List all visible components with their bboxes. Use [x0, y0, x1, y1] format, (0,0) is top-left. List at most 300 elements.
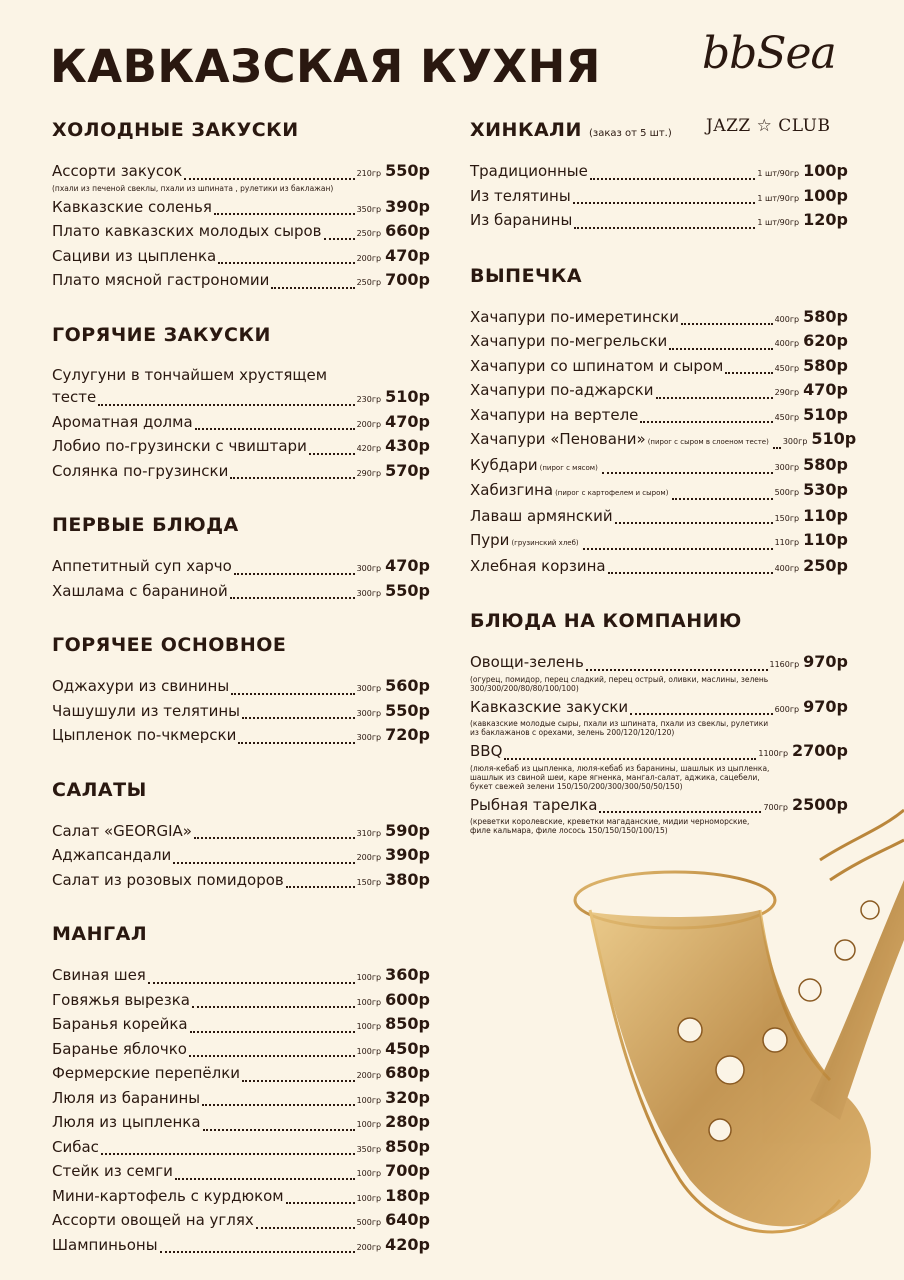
- item-weight: 250гр: [356, 278, 382, 287]
- section-title-text: БЛЮДА НА КОМПАНИЮ: [470, 610, 742, 632]
- menu-item: [52, 989, 430, 1014]
- item-name: Ассорти овощей на углях: [52, 1211, 254, 1229]
- item-row: [470, 160, 848, 185]
- item-row: [470, 185, 848, 210]
- menu-item: [470, 379, 848, 404]
- item-name: Салат из розовых помидоров: [52, 870, 284, 889]
- item-weight: 290гр: [356, 468, 382, 478]
- item-name: Чашушули из телятины: [52, 701, 240, 720]
- section-title-text: САЛАТЫ: [52, 778, 147, 801]
- item-price: 100р: [803, 185, 848, 205]
- item-price: 2500р: [792, 794, 848, 814]
- item-row: [52, 555, 430, 580]
- item-row: [52, 245, 430, 270]
- item-name: Плато мясной гастрономии: [52, 271, 270, 289]
- section-title: [52, 776, 430, 804]
- item-weight: 300гр: [774, 462, 800, 472]
- item-price: 470р: [803, 380, 848, 399]
- item-name: Кавказские закуски: [470, 697, 629, 716]
- item-weight: 150гр: [774, 513, 800, 523]
- dot-leader: [190, 1031, 355, 1033]
- item-name: Хлебная корзина: [470, 556, 606, 575]
- dot-leader: [286, 1202, 355, 1204]
- item-description: (креветки королевские, креветки магаданские, мидии черноморские, филе кальмара, филе лосось 150/150/150/100/15): [470, 817, 750, 835]
- logo-script: bbSea: [702, 28, 836, 79]
- item-name: Ассорти закусок: [52, 162, 183, 180]
- item-weight: 350гр: [356, 1144, 382, 1154]
- item-name: Лобио по-грузински с чвиштари: [52, 437, 307, 455]
- menu-item: [470, 209, 848, 234]
- dot-leader: [602, 472, 773, 474]
- menu-item: [52, 1209, 430, 1234]
- dot-leader: [256, 1227, 355, 1229]
- item-name: Стейк из семги: [52, 1162, 173, 1180]
- dot-leader: [192, 1006, 355, 1008]
- item-row: [52, 1185, 430, 1210]
- item-price: 250р: [803, 555, 848, 575]
- item-weight: 100гр: [356, 1095, 382, 1105]
- menu-item: [470, 555, 848, 580]
- item-row: [470, 330, 848, 355]
- dot-leader: [681, 323, 773, 325]
- item-name: Хабизгина: [470, 481, 554, 499]
- item-name: Рыбная тарелка: [470, 795, 598, 814]
- item-row: [52, 435, 430, 460]
- menu-section: [52, 321, 430, 485]
- item-name: Цыпленок по-чкмерски: [52, 726, 237, 744]
- dot-leader: [202, 1104, 354, 1106]
- menu-item: [52, 700, 430, 725]
- item-weight: 1 шт/90гр: [757, 169, 800, 178]
- menu-section: [52, 920, 430, 1258]
- item-weight: 300гр: [356, 588, 382, 598]
- dot-leader: [630, 713, 772, 715]
- menu-items: [52, 820, 430, 894]
- item-name: Баранье яблочко: [52, 1039, 187, 1058]
- item-weight: 300гр: [356, 708, 382, 718]
- item-row: [52, 1234, 430, 1259]
- dot-leader: [184, 178, 354, 180]
- menu-item: [52, 964, 430, 989]
- item-weight: 100гр: [356, 1169, 382, 1178]
- menu-item: [52, 460, 430, 485]
- item-price: 510р: [385, 387, 430, 406]
- item-weight: 350гр: [356, 204, 382, 214]
- dot-leader: [203, 1129, 355, 1131]
- item-name: Хачапури на вертеле: [470, 405, 639, 424]
- menu-item: [470, 529, 848, 555]
- item-price: 470р: [385, 245, 430, 265]
- dot-leader: [309, 453, 355, 455]
- item-row: [470, 651, 848, 676]
- menu-item: [470, 160, 848, 185]
- item-row: [470, 379, 848, 404]
- menu-item: [52, 1136, 430, 1161]
- item-row: [470, 555, 848, 580]
- menu-item: [52, 1160, 430, 1185]
- item-weight: 450гр: [774, 363, 800, 373]
- item-row: [52, 1209, 430, 1234]
- item-row: [52, 820, 430, 845]
- item-price: 430р: [385, 436, 430, 455]
- item-price: 510р: [803, 404, 848, 424]
- dot-leader: [242, 717, 355, 719]
- item-price: 530р: [803, 480, 848, 499]
- item-row: [52, 1087, 430, 1112]
- item-weight: 700гр: [763, 802, 789, 812]
- item-row: [52, 269, 430, 294]
- menu-item: [470, 185, 848, 210]
- menu-item: [470, 651, 848, 693]
- item-price: 580р: [803, 306, 848, 326]
- item-weight: 500гр: [774, 488, 800, 497]
- dot-leader: [286, 886, 355, 888]
- item-weight: 110гр: [774, 538, 800, 547]
- item-name: Овощи-зелень: [470, 653, 584, 671]
- menu-section: [470, 262, 857, 580]
- item-price: 850р: [385, 1014, 430, 1033]
- item-row: [52, 1038, 430, 1063]
- menu-item: [52, 435, 430, 460]
- item-name: Плато кавказских молодых сыров: [52, 222, 322, 240]
- item-row: [52, 1013, 430, 1038]
- menu-item: [470, 454, 848, 480]
- item-row: [52, 196, 430, 221]
- item-row: [52, 386, 430, 411]
- menu-item: [52, 1111, 430, 1136]
- menu-item: [52, 555, 430, 580]
- item-weight: 300гр: [356, 684, 382, 693]
- item-row: [52, 724, 430, 749]
- dot-leader: [773, 447, 781, 449]
- item-weight: 300гр: [356, 564, 382, 573]
- item-weight: 420гр: [356, 444, 382, 453]
- menu-section: [52, 116, 430, 294]
- dot-leader: [230, 597, 355, 599]
- item-row: [52, 160, 430, 185]
- item-name: Хачапури «Пеновани»: [470, 430, 646, 448]
- item-row: [470, 454, 848, 480]
- menu-item: [52, 220, 430, 245]
- menu-item: [470, 696, 848, 738]
- item-name: Свиная шея: [52, 966, 146, 984]
- menu-item: [52, 245, 430, 270]
- item-name: Аппетитный суп харчо: [52, 557, 232, 575]
- section-title: [52, 321, 430, 349]
- dot-leader: [148, 982, 355, 984]
- dot-leader: [669, 348, 772, 350]
- item-row: [470, 306, 848, 331]
- item-row: [470, 696, 848, 721]
- item-row: [470, 479, 848, 505]
- item-name: Из баранины: [470, 211, 573, 229]
- item-weight: 300гр: [356, 733, 382, 742]
- menu-section: [52, 631, 430, 749]
- item-price: 640р: [385, 1210, 430, 1229]
- section-title: [470, 607, 848, 635]
- item-price: 550р: [385, 700, 430, 720]
- dot-leader: [160, 1251, 355, 1253]
- item-name: Кавказские соленья: [52, 197, 212, 216]
- item-row: [52, 869, 430, 894]
- item-row: [52, 1111, 430, 1136]
- dot-leader: [271, 287, 354, 289]
- dot-leader: [656, 397, 773, 399]
- dot-leader: [725, 372, 772, 374]
- menu-items: [52, 964, 430, 1258]
- item-name: Баранья корейка: [52, 1015, 188, 1033]
- menu-items: [52, 555, 430, 604]
- item-price: 560р: [385, 676, 430, 695]
- dot-leader: [242, 1080, 355, 1082]
- item-subnote: (пирог с сыром в слоеном тесте): [647, 438, 769, 446]
- item-price: 970р: [803, 652, 848, 671]
- item-name: Сациви из цыпленка: [52, 246, 217, 265]
- item-row: [52, 1062, 430, 1087]
- item-weight: 400гр: [774, 314, 800, 324]
- item-row: [52, 220, 430, 245]
- dot-leader: [238, 742, 354, 744]
- menu-item: [52, 820, 430, 845]
- item-weight: 100гр: [356, 1193, 382, 1203]
- logo-subtitle: JAZZ ☆ CLUB: [706, 116, 831, 136]
- item-row: [470, 428, 857, 454]
- item-name: Из телятины: [470, 186, 571, 205]
- item-price: 420р: [385, 1234, 430, 1254]
- item-row: [52, 844, 430, 869]
- menu-item: [52, 869, 430, 894]
- menu-item: [52, 1185, 430, 1210]
- dot-leader: [230, 477, 354, 479]
- item-name: Хашлама с бараниной: [52, 581, 228, 600]
- item-weight: 100гр: [356, 1022, 382, 1031]
- menu-item: [470, 428, 857, 454]
- section-title-text: ХИНКАЛИ: [470, 119, 582, 141]
- dot-leader: [504, 758, 756, 760]
- menu-items: [52, 365, 430, 485]
- item-weight: 600гр: [774, 704, 800, 714]
- item-description: (огурец, помидор, перец сладкий, перец острый, оливки, маслины, зелень 300/300/200/80/80/100/100): [470, 674, 769, 693]
- section-title-text: ГОРЯЧИЕ ЗАКУСКИ: [52, 323, 271, 346]
- menu-item: [52, 269, 430, 294]
- item-name: Аджапсандали: [52, 846, 172, 864]
- item-row: [52, 700, 430, 725]
- section-note: (заказ от 5 шт.): [589, 128, 672, 139]
- menu-item: [52, 365, 430, 411]
- section-title-text: ХОЛОДНЫЕ ЗАКУСКИ: [52, 119, 299, 141]
- section-title-text: ВЫПЕЧКА: [470, 264, 583, 287]
- dot-leader: [573, 202, 756, 204]
- item-name: Хачапури со шпинатом и сыром: [470, 356, 724, 375]
- item-price: 660р: [385, 221, 430, 240]
- item-weight: 210гр: [356, 169, 382, 178]
- menu-item: [470, 306, 848, 331]
- menu-section: [52, 776, 430, 894]
- page-title: КАВКАЗСКАЯ КУХНЯ: [50, 40, 601, 93]
- item-price: 450р: [385, 1038, 430, 1058]
- menu-item: [52, 580, 430, 605]
- item-price: 850р: [385, 1136, 430, 1156]
- item-price: 110р: [803, 505, 848, 525]
- item-row: [470, 355, 848, 380]
- menu-item: [470, 404, 848, 429]
- item-weight: 250гр: [356, 229, 382, 238]
- item-name: Оджахури из свинины: [52, 677, 230, 695]
- item-weight: 400гр: [774, 563, 800, 573]
- menu-item: [470, 479, 848, 505]
- dot-leader: [189, 1055, 355, 1057]
- item-price: 600р: [385, 989, 430, 1009]
- item-name: BBQ: [470, 742, 503, 760]
- item-price: 680р: [385, 1063, 430, 1082]
- item-price: 580р: [803, 355, 848, 375]
- item-weight: 310гр: [356, 828, 382, 838]
- item-price: 700р: [385, 1161, 430, 1180]
- item-subnote: (грузинский хлеб): [511, 539, 579, 547]
- item-price: 110р: [803, 530, 848, 549]
- item-name: Хачапури по-аджарски: [470, 381, 654, 399]
- item-description: (пхали из печеной свеклы, пхали из шпината , рулетики из баклажан): [52, 183, 334, 193]
- item-price: 510р: [811, 429, 857, 448]
- item-name: Пури: [470, 531, 510, 549]
- item-price: 970р: [803, 696, 848, 716]
- item-name: Шампиньоны: [52, 1235, 158, 1254]
- item-weight: 100гр: [356, 973, 382, 982]
- item-row: [52, 1160, 430, 1185]
- menu-item: [52, 1038, 430, 1063]
- menu-items: [52, 160, 430, 294]
- item-row: [52, 675, 430, 700]
- dot-leader: [195, 428, 355, 430]
- item-price: 700р: [385, 270, 430, 289]
- item-name: Лаваш армянский: [470, 506, 613, 525]
- item-name: Мини-картофель с курдюком: [52, 1186, 284, 1205]
- item-price: 550р: [385, 580, 430, 600]
- item-weight: 200гр: [356, 1071, 382, 1080]
- menu-item: [470, 355, 848, 380]
- item-weight: 200гр: [356, 853, 382, 862]
- item-weight: 150гр: [356, 877, 382, 887]
- item-row: [470, 505, 848, 530]
- item-price: 2700р: [792, 741, 848, 760]
- item-row: [52, 460, 430, 485]
- menu-items: [470, 160, 848, 234]
- item-description: (кавказские молодые сыры, пхали из шпината, пхали из свеклы, рулетики из баклажанов с орехами, зелень 200/120/120/120): [470, 719, 769, 737]
- item-name: Хачапури по-мегрельски: [470, 332, 668, 350]
- item-weight: 1 шт/90гр: [757, 193, 800, 203]
- item-weight: 400гр: [774, 339, 800, 348]
- item-row: [470, 740, 848, 765]
- item-row: [52, 1136, 430, 1161]
- dot-leader: [590, 178, 756, 180]
- item-price: 120р: [803, 210, 848, 229]
- item-subnote: (пирог с мясом): [539, 463, 598, 472]
- dot-leader: [234, 573, 355, 575]
- item-weight: 200гр: [356, 253, 382, 263]
- menu-item: [52, 1013, 430, 1038]
- menu-section: [470, 116, 848, 234]
- menu-item: [52, 1087, 430, 1112]
- item-price: 580р: [803, 454, 848, 474]
- section-title: [52, 631, 430, 659]
- item-price: 100р: [803, 161, 848, 180]
- dot-leader: [218, 262, 354, 264]
- menu-item: [52, 411, 430, 436]
- item-price: 720р: [385, 725, 430, 744]
- item-weight: 230гр: [356, 395, 382, 404]
- item-name: Фермерские перепёлки: [52, 1064, 240, 1082]
- dot-leader: [101, 1153, 355, 1155]
- item-price: 470р: [385, 411, 430, 431]
- menu-item: [470, 740, 848, 791]
- item-weight: 100гр: [356, 1046, 382, 1056]
- menu-item: [52, 1062, 430, 1087]
- menu-items: [470, 306, 857, 580]
- section-title: [52, 920, 430, 948]
- menu-item: [52, 1234, 430, 1259]
- item-name: тесте: [52, 388, 97, 406]
- item-name: Люля из цыпленка: [52, 1113, 201, 1131]
- item-name: Кубдари: [470, 455, 538, 474]
- item-weight: 290гр: [774, 388, 800, 397]
- item-name: Традиционные: [470, 162, 588, 180]
- item-weight: 100гр: [356, 1120, 382, 1129]
- dot-leader: [640, 421, 772, 423]
- item-weight: 100гр: [356, 997, 382, 1007]
- item-name: Хачапури по-имеретински: [470, 307, 680, 326]
- item-subnote: (пирог с картофелем и сыром): [555, 489, 669, 497]
- item-weight: 200гр: [356, 1242, 382, 1252]
- item-name: Салат «GEORGIA»: [52, 821, 192, 840]
- menu-section: [52, 511, 430, 604]
- item-price: 320р: [385, 1087, 430, 1107]
- item-price: 570р: [385, 460, 430, 480]
- item-price: 590р: [385, 820, 430, 840]
- menu-item: [470, 330, 848, 355]
- item-weight: 1100гр: [758, 749, 789, 758]
- menu-item: [52, 160, 430, 193]
- saxophone-illustration: [570, 800, 904, 1280]
- item-price: 280р: [385, 1112, 430, 1131]
- item-price: 390р: [385, 196, 430, 216]
- item-row: [470, 404, 848, 429]
- item-name: Солянка по-грузински: [52, 461, 229, 480]
- dot-leader: [324, 238, 355, 240]
- menu-item: [52, 844, 430, 869]
- item-weight: 300гр: [782, 437, 808, 446]
- item-price: 390р: [385, 845, 430, 864]
- item-name: Сулугуни в тончайшем хрустящем: [52, 365, 328, 384]
- item-price: 550р: [385, 161, 430, 180]
- item-weight: 1 шт/90гр: [757, 218, 800, 227]
- item-name: Сибас: [52, 1137, 99, 1156]
- item-weight: 450гр: [774, 412, 800, 422]
- dot-leader: [574, 227, 755, 229]
- item-name: Люля из баранины: [52, 1088, 201, 1107]
- dot-leader: [173, 862, 354, 864]
- item-row: [52, 411, 430, 436]
- menu-item: [52, 196, 430, 221]
- item-price: 620р: [803, 331, 848, 350]
- item-name: Ароматная долма: [52, 412, 193, 431]
- item-row: [52, 964, 430, 989]
- section-title: [52, 116, 430, 144]
- item-price: 360р: [385, 965, 430, 984]
- section-title-text: ПЕРВЫЕ БЛЮДА: [52, 514, 239, 536]
- item-description: (люля-кебаб из цыпленка, люля-кебаб из баранины, шашлык из цыпленка, шашлык из свиной шеи, каре ягненка, мангал-салат, аджика, сацебели, букет свежей зелени 150/150/200/300/300/50/50/150): [470, 763, 770, 791]
- right-column: [470, 116, 857, 838]
- item-row: [52, 580, 430, 605]
